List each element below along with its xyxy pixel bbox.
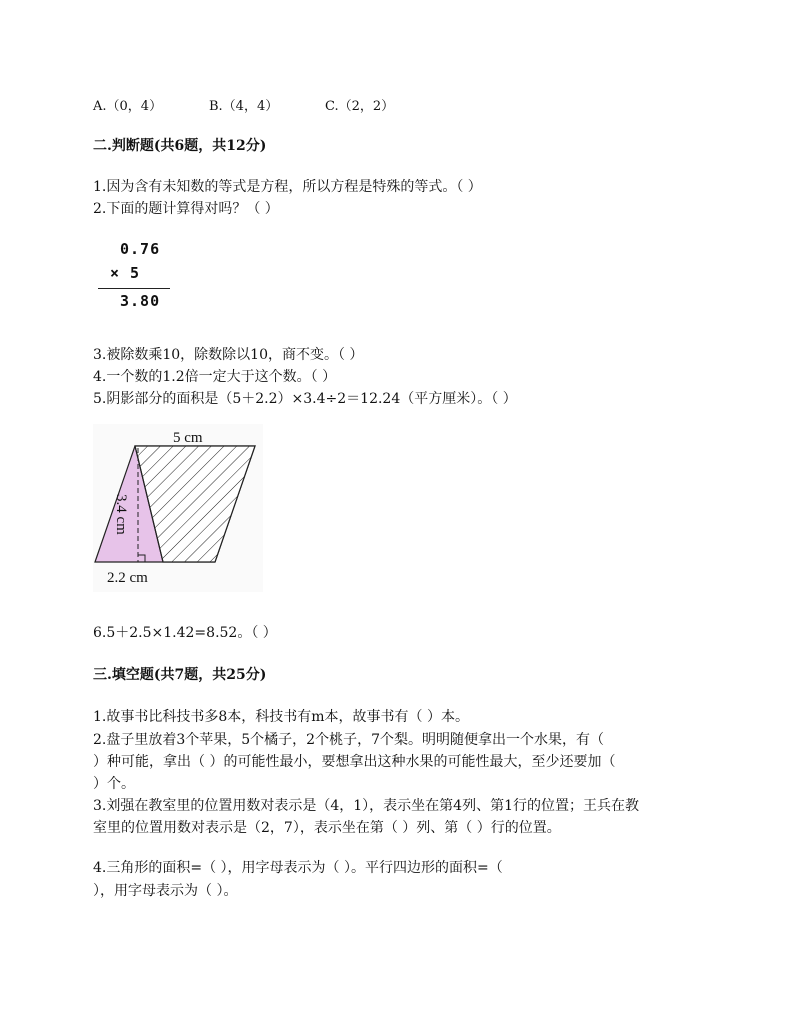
question-2-4: 4.一个数的1.2倍一定大于这个数。（ ） [93, 369, 337, 385]
question-3-4-line2: ），用字母表示为（ ）。 [93, 883, 238, 899]
section-title-judgement: 二.判断题(共6题，共12分) [93, 138, 267, 154]
question-2-1: 1.因为含有未知数的等式是方程，所以方程是特殊的等式。（ ） [93, 179, 482, 195]
question-3-2-line3: ）个。 [93, 776, 135, 792]
section-title-fill-in: 三.填空题(共7题，共25分) [93, 667, 267, 683]
question-3-3-line1: 3.刘强在教室里的位置用数对表示是（4，1），表示坐在第4列、第1行的位置；王兵在教 [93, 798, 639, 814]
height-label: 3.4 cm [113, 494, 129, 535]
question-2-6: 6.5＋2.5×1.42=8.52。（ ） [93, 625, 277, 641]
parallelogram-figure [93, 424, 263, 592]
calc-multiplier: × 5 [110, 264, 141, 282]
question-2-3: 3.被除数乘10，除数除以10，商不变。（ ） [93, 347, 364, 363]
question-3-4-line1: 4.三角形的面积=（ ），用字母表示为（ ）。平行四边形的面积=（ [93, 860, 503, 876]
question-3-3-line2: 室里的位置用数对表示是（2，7），表示坐在第（ ）列、第（ ）行的位置。 [93, 820, 561, 836]
option-b: B.（4，4） [209, 99, 279, 114]
question-2-5: 5.阴影部分的面积是（5＋2.2）×3.4÷2＝12.24（平方厘米）。（ ） [93, 391, 517, 407]
base-length-label: 2.2 cm [107, 570, 148, 586]
calc-result: 3.80 [120, 292, 161, 310]
calc-rule [98, 288, 170, 289]
question-2-2: 2.下面的题计算得对吗？（ ） [93, 201, 279, 217]
top-length-label: 5 cm [173, 430, 203, 446]
question-3-1: 1.故事书比科技书多8本，科技书有m本，故事书有（ ）本。 [93, 709, 469, 725]
option-c: C.（2，2） [325, 99, 395, 114]
question-3-2-line1: 2.盘子里放着3个苹果，5个橘子，2个桃子，7个梨。明明随便拿出一个水果，有（ [93, 732, 604, 748]
option-a: A.（0，4） [93, 99, 163, 114]
calc-multiplicand: 0.76 [120, 240, 161, 258]
question-3-2-line2: ）种可能，拿出（ ）的可能性最小，要想拿出这种水果的可能性最大，至少还要加（ [93, 754, 616, 770]
